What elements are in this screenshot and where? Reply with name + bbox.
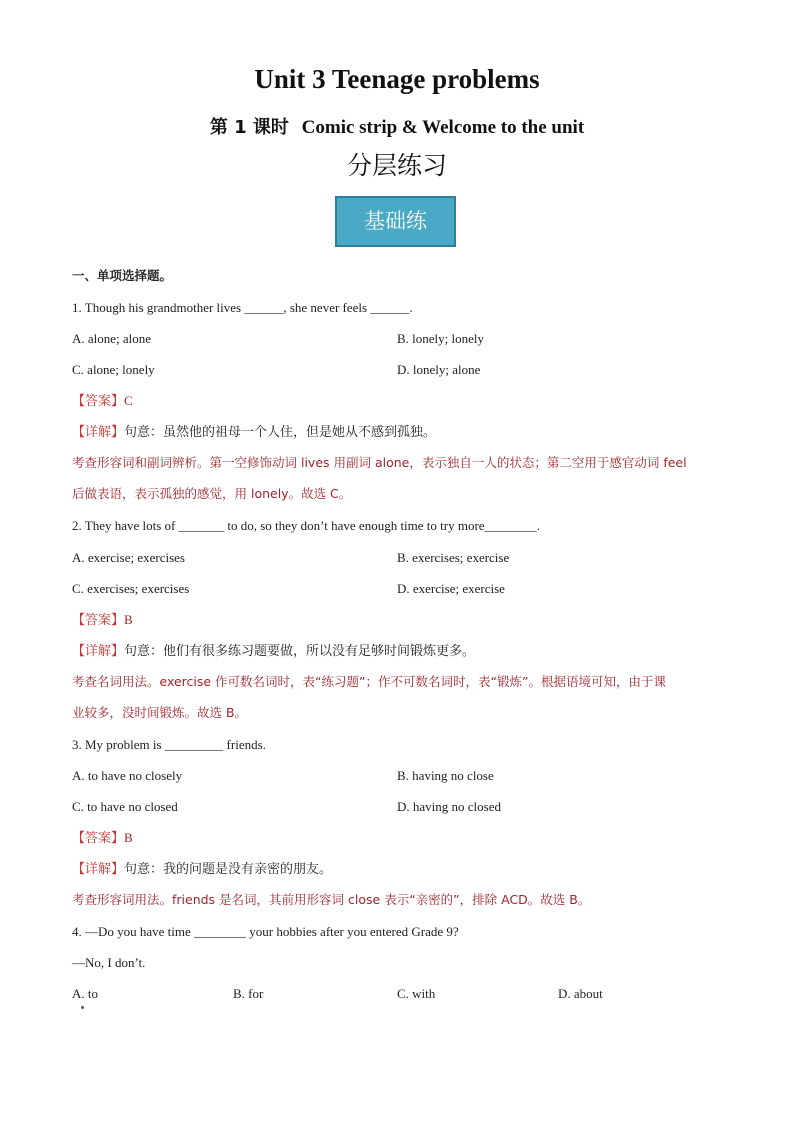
q3-option-a: A. to have no closely	[72, 768, 183, 783]
detail-label: 【详解】	[72, 644, 125, 659]
detail-meaning: 句意：他们有很多练习题要做，所以没有足够时间锻炼更多。	[124, 644, 476, 659]
q1-explanation-line-2: 后做表语，表示孤独的感觉，用 lonely。故选 C。	[72, 486, 352, 501]
lesson-number: 第 1 课时	[209, 117, 289, 138]
q1-option-b: B. lonely; lonely	[397, 331, 485, 346]
detail-meaning: 句意：虽然他的祖母一个人住，但是她从不感到孤独。	[124, 425, 437, 440]
question-4-stem: 4. —Do you have time ________ your hobbies after you entered Grade 9?	[72, 924, 459, 939]
lesson-subtitle	[0, 113, 794, 139]
q1-answer	[72, 392, 732, 411]
q2-answer	[72, 611, 732, 630]
q2-option-c: C. exercises; exercises	[72, 581, 190, 596]
q3-option-b: B. having no close	[397, 768, 494, 783]
q4-option-b: B. for	[233, 986, 264, 1001]
unit-title: Unit 3 Teenage problems	[254, 64, 540, 94]
q3-detail	[72, 860, 732, 879]
detail-meaning: 句意：我的问题是没有亲密的朋友。	[124, 862, 333, 877]
answer-value: B	[124, 612, 133, 627]
section-title: 一、单项选择题。	[72, 268, 173, 283]
q1-option-a: A. alone; alone	[72, 331, 152, 346]
q2-option-d: D. exercise; exercise	[397, 581, 505, 596]
q2-explanation-line-1: 考查名词用法。exercise 作可数名词时，表“练习题”；作不可数名词时，表“锻炼”。根据语境可知，由于课	[72, 674, 666, 689]
question-4-response: —No, I don’t.	[72, 955, 146, 970]
q4-option-c: C. with	[397, 986, 436, 1001]
answer-label: 【答案】	[72, 394, 125, 409]
detail-label: 【详解】	[72, 862, 125, 877]
answer-value: B	[124, 830, 133, 845]
answer-label: 【答案】	[72, 831, 125, 846]
q3-explanation-line-1: 考查形容词用法。friends 是名词，其前用形容词 close 表示“亲密的”，排除 ACD。故选 B。	[72, 892, 591, 907]
q3-option-c: C. to have no closed	[72, 799, 178, 814]
answer-value: C	[124, 393, 133, 408]
q2-option-b: B. exercises; exercise	[397, 550, 510, 565]
q2-detail	[72, 642, 732, 661]
q1-option-c: C. alone; lonely	[72, 362, 155, 377]
lesson-topic: Comic strip & Welcome to the unit	[301, 117, 585, 138]
q1-detail	[72, 423, 732, 442]
question-1-stem: 1. Though his grandmother lives ______, she never feels ______.	[72, 300, 413, 315]
practice-heading: 分层练习	[346, 151, 447, 180]
level-badge: 基础练	[335, 196, 456, 247]
stray-dot	[81, 1006, 84, 1009]
answer-label: 【答案】	[72, 613, 125, 628]
q3-answer	[72, 829, 732, 848]
q3-option-d: D. having no closed	[397, 799, 501, 814]
q1-explanation-line-1: 考查形容词和副词辨析。第一空修饰动词 lives 用副词 alone，表示独自一人的状态；第二空用于感官动词 feel	[72, 455, 687, 470]
detail-label: 【详解】	[72, 425, 125, 440]
q4-option-a: A. to	[72, 986, 98, 1001]
q2-option-a: A. exercise; exercises	[72, 550, 185, 565]
q1-option-d: D. lonely; alone	[397, 362, 481, 377]
q4-option-d: D. about	[558, 986, 603, 1001]
question-2-stem: 2. They have lots of _______ to do, so they don’t have enough time to try more________.	[72, 518, 540, 533]
q2-explanation-line-2: 业较多，没时间锻炼。故选 B。	[72, 705, 248, 720]
question-3-stem: 3. My problem is _________ friends.	[72, 737, 266, 752]
